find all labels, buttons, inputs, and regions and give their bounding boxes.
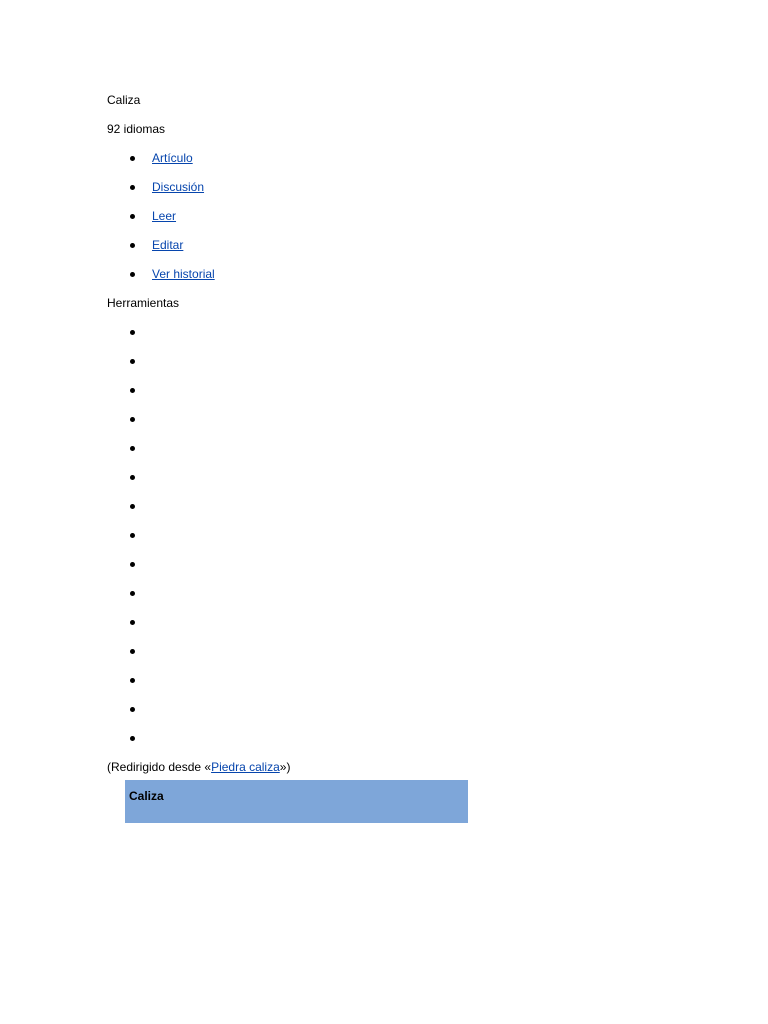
tools-item [107,353,707,382]
tools-item [107,643,707,672]
tools-item [107,411,707,440]
page-title: Caliza [107,93,141,107]
tab-leer[interactable]: Leer [152,209,177,223]
redirect-prefix: (Redirigido desde « [107,760,212,774]
tab-articulo[interactable]: Artículo [152,151,193,165]
tools-item [107,382,707,411]
tools-item [107,469,707,498]
page-actions-list [107,150,707,295]
tools-heading: Herramientas [107,296,180,310]
tools-list [107,324,707,759]
redirect-link[interactable]: Piedra caliza [211,760,280,774]
tab-editar[interactable]: Editar [152,238,184,252]
list-item [107,266,707,295]
tab-ver-historial[interactable]: Ver historial [152,267,215,281]
list-item [107,237,707,266]
tab-discusion[interactable]: Discusión [152,180,205,194]
page-content [107,92,707,823]
tools-item [107,440,707,469]
tools-item [107,556,707,585]
tools-item [107,730,707,759]
tools-item [107,701,707,730]
list-item [107,150,707,179]
redirect-notice [107,759,707,780]
tools-item [107,324,707,353]
list-item [107,179,707,208]
language-count[interactable]: 92 idiomas [107,122,166,136]
tools-item [107,585,707,614]
tools-item [107,672,707,701]
tools-item [107,614,707,643]
infobox-header: Caliza [125,780,468,823]
list-item [107,208,707,237]
tools-item [107,527,707,556]
tools-item [107,498,707,527]
redirect-suffix: ») [279,760,291,774]
